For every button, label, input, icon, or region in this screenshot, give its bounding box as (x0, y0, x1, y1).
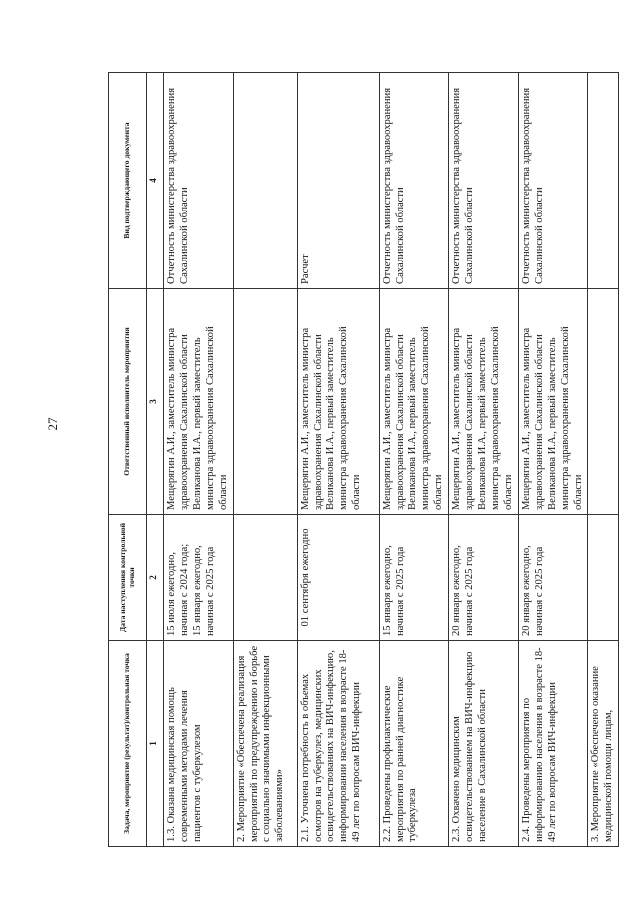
task-cell: 1.3. Оказана медицинская помощь современными методами лечения пациентов с туберкулезом (164, 641, 234, 847)
control-points-table (108, 72, 619, 847)
date-line: 15 января ежегодно, начиная с 2025 года (191, 545, 216, 636)
document-cell: Отчетность министерства здравоохранения Сахалинской области (449, 73, 519, 289)
page-number: 27 (45, 417, 60, 431)
document-cell: Отчетность министерства здравоохранения Сахалинской области (164, 73, 234, 289)
task-cell: 2.2. Проведены профилактические мероприятия по ранней диагностике туберкулеза (379, 641, 449, 847)
task-cell: 2. Мероприятие «Обеспечена реализация мероприятий по предупреждению и борьбе с социально значимыми инфекционными заболеваниями» (233, 641, 297, 847)
document-cell: Расчет (297, 73, 379, 289)
task-cell: 2.1. Уточнена потребность в объемах осмотров на туберкулез, медицинских освидетельствованиях на ВИЧ-инфекцию, информировании населения в возрасте 18-49 лет по вопросам ВИЧ-инфекции (297, 641, 379, 847)
date-line: 15 июля ежегодно, начиная с 2024 года; (166, 543, 190, 636)
table-row (297, 73, 379, 847)
responsible-cell (233, 289, 297, 515)
document-cell (588, 73, 619, 289)
date-line: 15 января ежегодно, начиная с 2025 года (381, 545, 406, 636)
column-number-row (147, 73, 164, 847)
column-number: 1 (147, 641, 164, 847)
header-task: Задача, мероприятие (результат)/контрольная точка (109, 641, 147, 847)
header-responsible: Ответственный исполнитель мероприятия (109, 289, 147, 515)
responsible-cell: Мещерягин А.И., заместитель министра здравоохранения Сахалинской области Великанова И.А., первый заместитель министра здравоохранения Сахалинской области (449, 289, 519, 515)
rotated-page-content (108, 73, 615, 847)
document-cell (233, 73, 297, 289)
date-line: 01 сентября ежегодно (299, 528, 311, 627)
table-row (233, 73, 297, 847)
date-cell (297, 515, 379, 641)
column-number: 3 (147, 289, 164, 515)
date-cell (233, 515, 297, 641)
document-cell: Отчетность министерства здравоохранения Сахалинской области (518, 73, 588, 289)
date-cell (449, 515, 519, 641)
rotated-table-frame (108, 73, 615, 847)
task-cell: 3. Мероприятие «Обеспечено оказание медицинской помощи лицам, (588, 641, 619, 847)
responsible-cell (588, 289, 619, 515)
table-row (164, 73, 234, 847)
header-document: Вид подтверждающего документа (109, 73, 147, 289)
task-cell: 2.4. Проведены мероприятия по информированию населения в возрасте 18-49 лет по вопросам ВИЧ-инфекции (518, 641, 588, 847)
document-cell: Отчетность министерства здравоохранения Сахалинской области (379, 73, 449, 289)
date-line: 20 января ежегодно, начиная с 2025 года (520, 545, 545, 636)
responsible-cell: Мещерягин А.И., заместитель министра здравоохранения Сахалинской области Великанова И.А., первый заместитель министра здравоохранения Сахалинской области (518, 289, 588, 515)
table-row (588, 73, 619, 847)
responsible-cell: Мещерягин А.И., заместитель министра здравоохранения Сахалинской области Великанова И.А., первый заместитель министра здравоохранения Сахалинской области (164, 289, 234, 515)
header-date: Дата наступления контрольной точки (109, 515, 147, 641)
column-number: 2 (147, 515, 164, 641)
responsible-cell: Мещерягин А.И., заместитель министра здравоохранения Сахалинской области Великанова И.А., первый заместитель министра здравоохранения Сахалинской области (297, 289, 379, 515)
responsible-cell: Мещерягин А.И., заместитель министра здравоохранения Сахалинской области Великанова И.А., первый заместитель министра здравоохранения Сахалинской области (379, 289, 449, 515)
task-cell: 2.3. Охвачено медицинским освидетельствованием на ВИЧ-инфекцию население в Сахалинской области (449, 641, 519, 847)
date-line: 20 января ежегодно, начиная с 2025 года (451, 545, 476, 636)
date-cell (379, 515, 449, 641)
date-cell (518, 515, 588, 641)
column-number: 4 (147, 73, 164, 289)
table-row (518, 73, 588, 847)
date-cell (588, 515, 619, 641)
table-row (379, 73, 449, 847)
date-cell (164, 515, 234, 641)
table-row (449, 73, 519, 847)
table-header-row (109, 73, 147, 847)
